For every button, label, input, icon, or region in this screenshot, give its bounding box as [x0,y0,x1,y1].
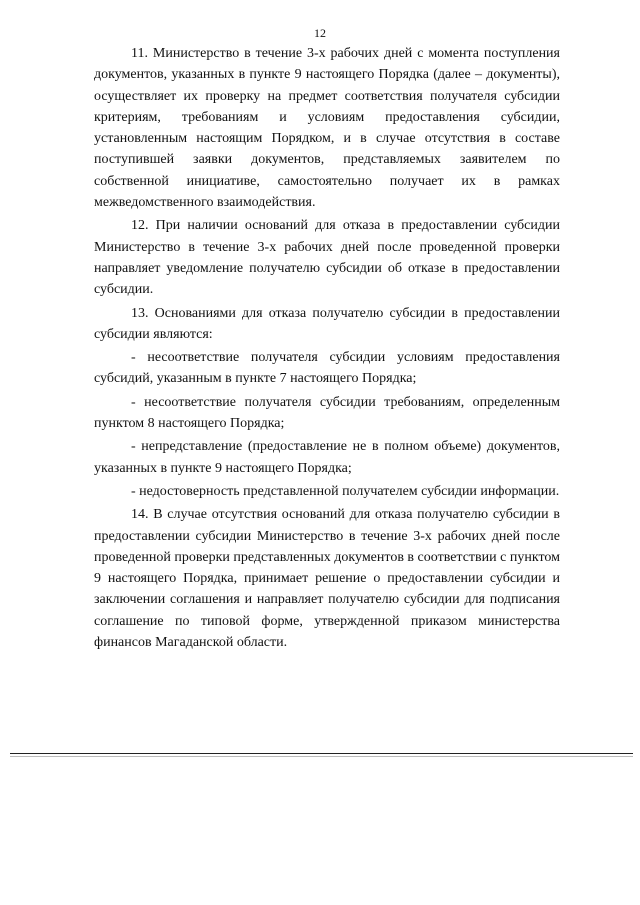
list-item-documents-missing: - непредставление (предоставление не в полном объеме) документов, указанных в пункте 9 настоящего Порядка; [94,439,560,476]
paragraph-11: 11. Министерство в течение 3-х рабочих дней с момента поступления документов, указанных в пункте 9 настоящего Порядка (далее – документы), осуществляет их проверку на предмет соответствия получателя субсидии критериям, требованиям и условиям предоставления субсидии, установленным настоящим Порядком, и в случае отсутствия в составе поступившей заявки документов, представляемых заявителем по собственной инициативе, самостоятельно получает их в рамках межведомственного взаимодействия. [94,46,560,211]
paragraph-14: 14. В случае отсутствия оснований для отказа получателю субсидии в предоставлении субсидии Министерство в течение 3-х рабочих дней после проведенной проверки представленных документов в соответствии с пунктом 9 настоящего Порядка, принимает решение о предоставлении субсидии и заключении соглашения и направляет получателю субсидии для подписания соглашение по типовой форме, утвержденной приказом министерства финансов Магаданской области. [94,507,560,651]
list-item-requirement-mismatch: - несоответствие получателя субсидии требованиям, определенным пунктом 8 настоящего Порядка; [94,394,560,432]
list-item-false-information: - недостоверность представленной получателем субсидии информации. [131,483,560,499]
page-number: 12 [314,26,326,40]
bottom-divider [10,753,633,754]
document-body [94,43,560,653]
list-item-condition-mismatch: - несоответствие получателя субсидии условиям предоставления субсидий, указанным в пункте 7 настоящего Порядка; [94,350,560,387]
bottom-divider-shadow [10,756,633,757]
paragraph-12: 12. При наличии оснований для отказа в предоставлении субсидии Министерство в течение 3-х рабочих дней после проведенной проверки направляет уведомление получателю субсидии об отказе в предоставлении субсидии. [94,218,560,298]
paragraph-13: 13. Основаниями для отказа получателю субсидии в предоставлении субсидии являются: [94,305,560,342]
